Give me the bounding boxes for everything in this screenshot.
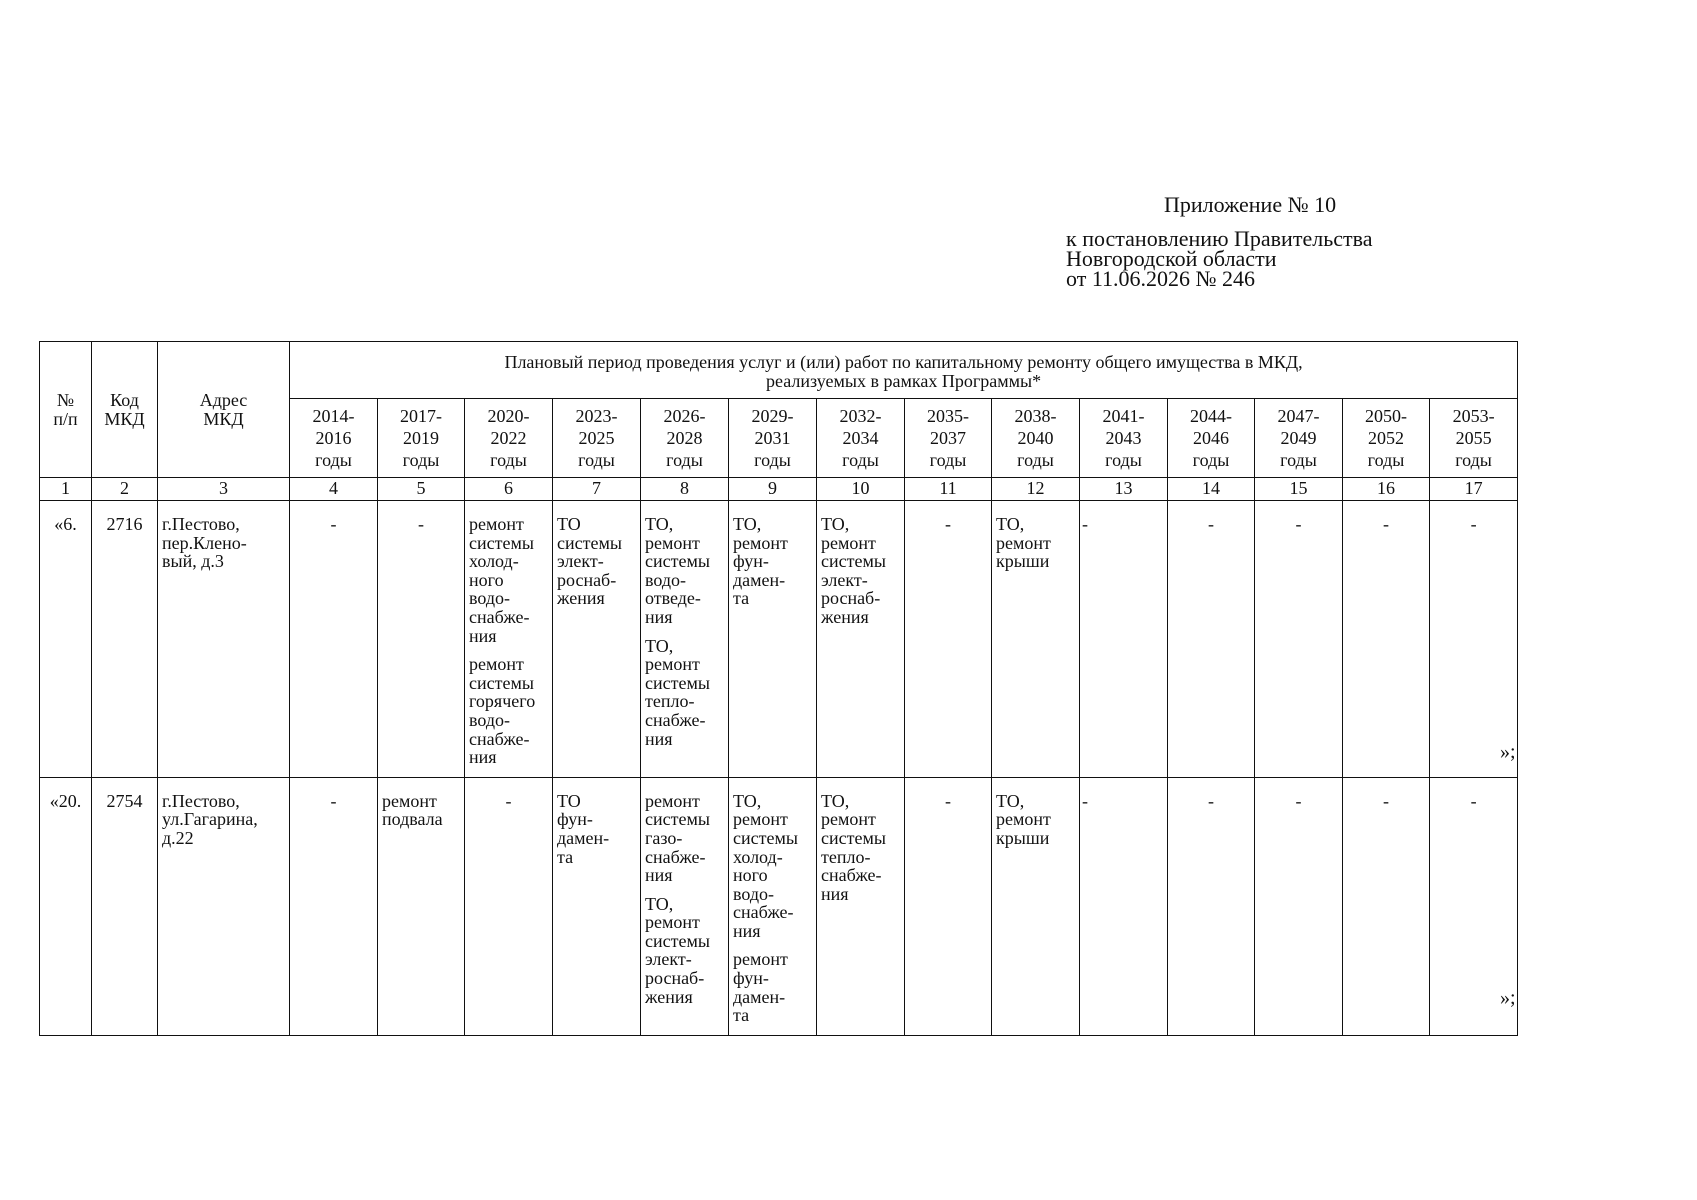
work-item-line: снабже- [469,728,530,749]
address-line: пер.Клено- [162,532,247,553]
work-item-line: снабже- [645,709,706,730]
work-item-line: ТО, [645,514,674,534]
work-item-line: ремонт [645,912,700,933]
period-cell-empty: - [290,777,378,1035]
period-header [290,399,378,478]
period-header-line: годы [1192,450,1230,470]
header-address-line: МКД [203,408,244,429]
work-item [733,792,812,941]
work-item-line: ремонт [821,532,876,553]
period-header-line: 2025 [578,428,615,448]
work-item-line: дамен- [733,986,786,1007]
work-item [996,792,1075,848]
period-cell-empty: - [1080,777,1168,1035]
header-row-top [40,342,1518,399]
work-item-line: ремонт [996,809,1051,830]
work-item-line: ремонт [382,790,437,811]
period-header-line: 2037 [930,428,966,448]
period-cell-empty: - [1343,777,1430,1035]
period-cell-empty: - [290,501,378,778]
column-number: 11 [905,478,992,501]
header-code-line: МКД [104,408,145,429]
address-line: вый, д.3 [162,551,224,572]
address-line: г.Пестово, [162,790,240,811]
building-code: 2754 [92,777,158,1035]
period-header-line: годы [1017,450,1054,470]
table-row [40,777,1518,1035]
work-item [645,637,724,749]
period-cell-works [817,501,905,778]
period-header-line: 2035- [927,406,969,426]
column-number: 15 [1255,478,1343,501]
work-item-line: ремонт [733,532,788,553]
header-address-line: Адрес [199,389,248,410]
work-item-line: ния [645,606,673,627]
period-header-line: 2044- [1190,406,1232,426]
work-item-line: элект- [821,569,868,590]
header-num [40,342,92,478]
work-item-line: фун- [733,551,769,572]
period-header-line: годы [929,450,967,470]
column-number: 17 [1430,478,1518,501]
work-item-line: отведе- [645,588,701,609]
period-header-line: 2049 [1280,428,1317,448]
column-number: 3 [158,478,290,501]
work-item [996,515,1075,571]
column-number: 8 [641,478,729,501]
work-item-line: системы [469,532,534,553]
work-item-line: элект- [557,551,604,572]
period-cell-works [553,777,641,1035]
decree-line: от 11.06.2026 № 246 [1066,266,1255,291]
column-number: 6 [465,478,553,501]
work-item-line: ТО [557,790,581,811]
work-item-line: ного [469,569,504,590]
work-item-line: системы [469,672,534,693]
work-item-line: ТО, [996,790,1025,811]
period-header-line: годы [578,450,615,470]
work-item-line: ТО, [733,514,762,534]
column-numbers-row [40,478,1518,501]
period-cell-empty: - [1255,777,1343,1035]
work-item-line: ремонт [469,514,524,534]
work-item-line: снабже- [469,606,530,627]
period-header [729,399,817,478]
work-item-line: ремонт [733,949,788,970]
column-number: 10 [817,478,905,501]
period-header-line: годы [402,450,440,470]
period-cell-works [465,501,553,778]
period-header-line: 2040 [1017,428,1054,448]
period-header [1430,399,1518,478]
period-cell-empty: - [905,777,992,1035]
work-item-line: тепло- [645,691,695,712]
work-item-line: ТО, [821,514,850,534]
address-line: ул.Гагарина, [162,809,258,830]
building-address [158,777,290,1035]
work-item-line: ния [733,920,761,941]
period-cell-works [992,501,1080,778]
period-header-line: годы [490,450,527,470]
work-item [469,515,548,645]
header-num-line: № [56,389,75,410]
work-item-line: жения [557,588,605,609]
period-header [817,399,905,478]
period-header-line: 2053- [1452,406,1495,426]
work-item-line: ремонт [996,532,1051,553]
work-item-line: ния [645,865,673,886]
period-header-line: годы [666,450,703,470]
decree-line: к постановлению Правительства [1066,226,1373,251]
work-item-line: ремонт [821,809,876,830]
column-number: 12 [992,478,1080,501]
work-item-line: системы [821,551,886,572]
work-item-line: тепло- [821,846,871,867]
row-number: «6. [40,501,92,778]
planned-period-line: Плановый период проведения услуг и (или) работ по капитальному ремонту общего имущества в МКД, [504,352,1303,373]
work-item [733,515,812,608]
period-header-line: годы [754,450,791,470]
work-item-line: ния [469,625,497,646]
work-item [821,792,900,904]
period-header-line: 2023- [575,406,618,426]
period-header-line: 2028 [666,428,703,448]
capital-repair-table [39,341,1518,1036]
work-item-line: газо- [645,827,683,848]
work-item-line: системы [733,827,798,848]
period-cell-works [378,777,465,1035]
period-header-line: 2034 [842,428,879,448]
work-item-line: системы [645,672,710,693]
period-cell-empty: - [905,501,992,778]
building-address [158,501,290,778]
header-code [92,342,158,478]
work-item [733,950,812,1024]
period-cell-empty: - [1168,501,1255,778]
column-number: 7 [553,478,641,501]
column-number: 16 [1343,478,1430,501]
header-code-line: Код [110,389,139,410]
work-item-line: ремонт [469,654,524,675]
period-header-line: 2026- [663,406,706,426]
period-cell-empty: - [1080,501,1168,778]
work-item-line: ТО [557,514,581,534]
column-number: 2 [92,478,158,501]
period-header-line: 2046 [1193,428,1229,448]
work-item-line: снабже- [645,846,706,867]
work-item-line: ТО, [645,635,674,656]
period-header [905,399,992,478]
period-cell-empty: - [465,777,553,1035]
period-cell-empty: - [1255,501,1343,778]
period-cell-works [992,777,1080,1035]
column-number: 1 [40,478,92,501]
work-item-line: системы [645,809,710,830]
period-cell-works [817,777,905,1035]
period-cell-empty: - [1430,777,1518,1035]
work-item [821,515,900,627]
period-header-line: 2050- [1365,406,1407,426]
period-header [641,399,729,478]
work-item-line: крыши [996,827,1050,848]
period-header-line: 2029- [751,406,794,426]
period-header-line: 2052 [1368,428,1404,448]
period-header [378,399,465,478]
work-item-line: водо- [645,569,687,590]
column-number: 13 [1080,478,1168,501]
period-header-line: 2055 [1455,428,1492,448]
period-header-line: 2019 [403,428,439,448]
column-number: 9 [729,478,817,501]
period-header-line: 2031 [754,428,791,448]
header-address [158,342,290,478]
period-cell-empty: - [378,501,465,778]
work-item-line: системы [645,930,710,951]
period-cell-works [641,501,729,778]
work-item-line: ТО, [733,790,762,811]
header-num-line: п/п [53,408,78,429]
work-item-line: жения [645,986,693,1007]
work-item-line: ремонт [645,654,700,675]
work-item-line: та [557,846,574,867]
work-item-line: водо- [469,588,511,609]
period-cell-empty: - [1430,501,1518,778]
period-header-line: годы [1455,450,1492,470]
period-header-line: 2038- [1014,406,1057,426]
work-item-line: та [733,588,750,609]
period-header-line: годы [1367,450,1405,470]
work-item-line: роснаб- [557,569,617,590]
appendix-title: Приложение № 10 [1164,192,1337,217]
work-item-line: системы [645,551,710,572]
work-item-line: подвала [382,809,443,830]
work-item-line: холод- [469,551,519,572]
work-item-line: системы [821,827,886,848]
period-header [1255,399,1343,478]
period-header-line: 2014- [312,406,355,426]
period-cell-empty: - [1168,777,1255,1035]
work-item-line: та [733,1005,750,1026]
building-code: 2716 [92,501,158,778]
period-header-line: 2022 [490,428,527,448]
decree-line: Новгородской области [1066,246,1277,271]
work-item-line: снабже- [733,902,794,923]
period-header-line: 2032- [839,406,882,426]
work-item-line: ремонт [733,809,788,830]
work-item-line: крыши [996,551,1050,572]
row-end-marker: »; [1500,740,1516,763]
work-item [382,792,460,829]
decree-reference [1066,226,1373,291]
work-item-line: элект- [645,949,692,970]
row-end-marker: »; [1500,986,1516,1009]
period-header-line: годы [1280,450,1317,470]
work-item-line: ТО, [821,790,850,811]
column-number: 4 [290,478,378,501]
work-item-line: ния [645,728,673,749]
period-cell-works [641,777,729,1035]
header-planned-period [290,342,1518,399]
work-item-line: ремонт [645,532,700,553]
work-item [557,515,636,608]
work-item [645,895,724,1007]
period-header [992,399,1080,478]
period-header [465,399,553,478]
table-row [40,501,1518,778]
work-item-line: ния [821,883,849,904]
work-item-line: горячего [469,691,536,712]
work-item-line: холод- [733,846,783,867]
work-item [645,515,724,627]
planned-period-line: реализуемых в рамках Программы* [766,371,1042,391]
column-number: 14 [1168,478,1255,501]
work-item-line: ния [469,747,497,768]
work-item-line: фун- [557,809,593,830]
period-header-line: 2041- [1102,406,1145,426]
period-header-line: 2017- [400,406,442,426]
row-number: «20. [40,777,92,1035]
period-header [1080,399,1168,478]
period-header-line: годы [842,450,879,470]
column-number: 5 [378,478,465,501]
work-item-line: ТО, [645,893,674,914]
period-header-line: 2047- [1277,406,1320,426]
period-header-line: 2016 [315,428,352,448]
work-item [469,655,548,767]
period-cell-works [729,501,817,778]
address-line: д.22 [162,827,194,848]
work-item-line: жения [821,606,869,627]
work-item-line: ного [733,865,768,886]
period-header [1168,399,1255,478]
work-item-line: дамен- [557,827,610,848]
work-item-line: дамен- [733,569,786,590]
period-header-line: 2043 [1105,428,1142,448]
work-item-line: фун- [733,968,769,989]
work-item-line: ремонт [645,790,700,811]
work-item-line: роснаб- [821,588,881,609]
work-item-line: водо- [733,883,775,904]
period-header-line: годы [1105,450,1142,470]
work-item-line: ТО, [996,514,1025,534]
address-line: г.Пестово, [162,514,240,534]
period-header [1343,399,1430,478]
period-header [553,399,641,478]
period-header-line: 2020- [487,406,530,426]
work-item-line: снабже- [821,865,882,886]
period-header-line: годы [315,450,352,470]
work-item [557,792,636,866]
work-item-line: системы [557,532,622,553]
work-item-line: роснаб- [645,968,705,989]
work-item [645,792,724,885]
period-cell-empty: - [1343,501,1430,778]
period-cell-works [553,501,641,778]
period-cell-works [729,777,817,1035]
work-item-line: водо- [469,709,511,730]
